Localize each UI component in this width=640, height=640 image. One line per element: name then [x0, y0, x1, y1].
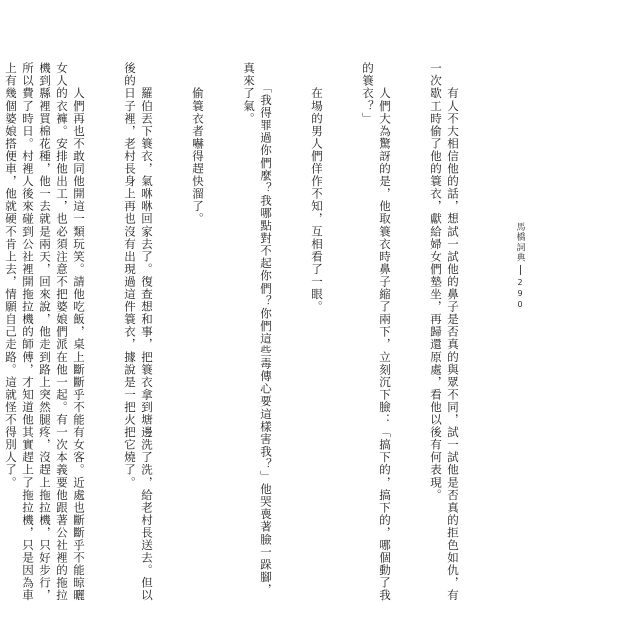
book-title: 馬橋詞典 — [514, 222, 525, 263]
paragraph: 有人不大相信他的話，想試一試他的鼻子是否真的與眾不同，試一試他是否真的拒色如仇，有一次歇工時偷了他的簑衣，獻給婦女們墊坐，再歸還原處，看他以後有何表現。 — [429, 62, 460, 602]
body-text — [4, 62, 495, 602]
paragraph: 偷簑衣者嚇得趕快溜了。 — [191, 62, 205, 226]
paragraph: 人們大為驚訝的是，他取簑衣時鼻子縮了兩下，立刻沉下臉：「搞下的，搞下的，哪個動了我的簑衣？」 — [361, 62, 392, 602]
running-head-divider — [520, 265, 521, 275]
running-head — [508, 222, 532, 311]
paragraph: 人們再也不敢同他開這一類玩笑。請他吃飯，桌上斷斷乎不能有女客。近處也斷斷乎不能晾曬女人的衣褲。安排他出工，也必須注意不把婆娘們派在他一起。有一次本義要他跟著公社裡的拖拉機到縣裡買棉花種，他一去就是兩天，回來說，他走到路上突然腿疼，沒趕上拖拉機，只好步行，所以費了時日。村裡人後來碰到公社裡開拖拉機的師傅，才知道他其實趕上了拖拉機，只是因為車上有幾個婆娘搭便車，他就硬不肯上去，情願自己走路。這就怪不得別人了。 — [4, 62, 86, 602]
page-number: 290 — [515, 277, 525, 311]
paragraph: 「我得罪過你們麼？我哪點對不起你們？你們這些毒傳心要這樣害我？」他哭喪著臉一跺腳，真來了氣。 — [242, 62, 273, 596]
paragraph: 羅伯丟下簑衣，氣咻咻回家去了。復查想和事，把簑衣拿到塘邊洗了洗，給老村長送去。但以後的日子裡，老村長身上再也沒有出現過這件簑衣，據說是一把火把它燒了。 — [123, 62, 154, 602]
paragraph: 在場的男人們佯作不知，互相看了一眼。 — [310, 62, 324, 313]
